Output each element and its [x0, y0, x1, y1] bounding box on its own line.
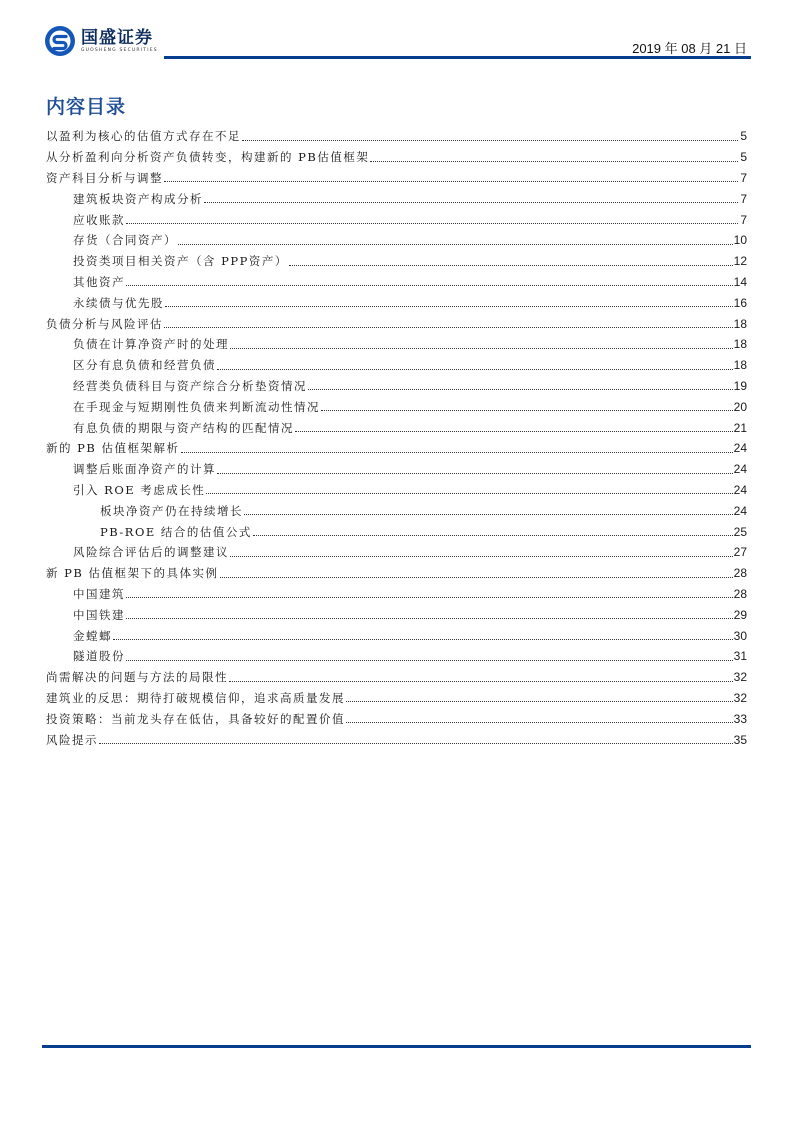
report-date: 2019 年 08 月 21 日	[632, 41, 747, 56]
guosheng-s-logo-icon	[44, 25, 76, 57]
toc-entry-label[interactable]: PB-ROE 结合的估值公式	[100, 524, 252, 539]
toc-dot-leader	[321, 410, 733, 411]
toc-entry[interactable]	[0, 729, 793, 750]
toc-entry-page-number[interactable]: 5	[740, 129, 747, 144]
toc-entry[interactable]	[0, 563, 793, 584]
toc-entry-page-number[interactable]: 18	[733, 337, 747, 352]
toc-dot-leader	[126, 285, 733, 286]
toc-dot-leader	[244, 514, 733, 515]
toc-entry-label[interactable]: 新的 PB 估值框架解析	[46, 441, 180, 456]
toc-entry-label[interactable]: 负债在计算净资产时的处理	[73, 337, 229, 352]
toc-entry-page-number[interactable]: 10	[733, 233, 747, 248]
toc-entry[interactable]	[0, 708, 793, 729]
logo-english-name: GUOSHENG SECURITIES	[81, 48, 158, 53]
toc-entry-page-number[interactable]: 31	[733, 649, 747, 664]
toc-entry[interactable]	[0, 584, 793, 605]
toc-entry-label[interactable]: 以盈利为核心的估值方式存在不足	[46, 129, 241, 144]
toc-entry-page-number[interactable]: 18	[733, 358, 747, 373]
toc-entry-page-number[interactable]: 24	[733, 482, 747, 497]
toc-entry[interactable]	[0, 209, 793, 230]
toc-entry-page-number[interactable]: 7	[740, 191, 747, 206]
toc-dot-leader	[229, 681, 733, 682]
company-logo	[44, 25, 158, 57]
toc-entry[interactable]	[0, 667, 793, 688]
toc-dot-leader	[308, 389, 733, 390]
toc-entry-page-number[interactable]: 7	[740, 212, 747, 227]
toc-entry-label[interactable]: 板块净资产仍在持续增长	[100, 503, 243, 518]
toc-entry[interactable]	[0, 625, 793, 646]
toc-dot-leader	[181, 452, 733, 453]
toc-entry[interactable]	[0, 480, 793, 501]
toc-entry-label[interactable]: 建筑业的反思：期待打破规模信仰，追求高质量发展	[46, 690, 345, 705]
toc-dot-leader	[230, 348, 733, 349]
toc-entry-page-number[interactable]: 5	[740, 150, 747, 165]
toc-entry-page-number[interactable]: 12	[733, 254, 747, 269]
toc-entry[interactable]	[0, 168, 793, 189]
toc-entry-label[interactable]: 有息负债的期限与资产结构的匹配情况	[73, 420, 294, 435]
toc-entry[interactable]	[0, 376, 793, 397]
toc-entry[interactable]	[0, 188, 793, 209]
footer-divider	[42, 1045, 751, 1048]
toc-entry-label[interactable]: 区分有息负债和经营负债	[73, 358, 216, 373]
toc-entry-page-number[interactable]: 33	[733, 711, 747, 726]
toc-entry[interactable]	[0, 355, 793, 376]
toc-entry-label[interactable]: 隧道股份	[73, 649, 125, 664]
toc-entry[interactable]	[0, 334, 793, 355]
toc-entry-page-number[interactable]: 35	[733, 732, 747, 747]
toc-entry-page-number[interactable]: 20	[733, 399, 747, 414]
toc-entry[interactable]	[0, 126, 793, 147]
toc-entry-label[interactable]: 引入 ROE 考虑成长性	[73, 482, 206, 497]
table-of-contents	[0, 126, 793, 750]
toc-entry-page-number[interactable]: 27	[733, 545, 747, 560]
toc-entry-page-number[interactable]: 28	[733, 566, 747, 581]
toc-entry[interactable]	[0, 646, 793, 667]
toc-entry-label[interactable]: 经营类负债科目与资产综合分析垫资情况	[73, 378, 307, 393]
toc-title: 内容目录	[46, 96, 127, 118]
toc-entry-label[interactable]: 调整后账面净资产的计算	[73, 462, 216, 477]
toc-dot-leader	[346, 701, 733, 702]
toc-dot-leader	[217, 473, 733, 474]
toc-entry-page-number[interactable]: 25	[733, 524, 747, 539]
toc-entry-label[interactable]: 永续债与优先股	[73, 295, 164, 310]
toc-dot-leader	[206, 493, 732, 494]
toc-entry-label[interactable]: 风险提示	[46, 732, 98, 747]
toc-entry-page-number[interactable]: 21	[733, 420, 747, 435]
toc-entry-label[interactable]: 中国铁建	[73, 607, 125, 622]
toc-entry-label[interactable]: 从分析盈利向分析资产负债转变，构建新的 PB估值框架	[46, 150, 370, 165]
logo-chinese-name: 国盛证券	[81, 28, 153, 48]
toc-entry-page-number[interactable]: 24	[733, 462, 747, 477]
toc-dot-leader	[295, 431, 733, 432]
toc-entry[interactable]	[0, 396, 793, 417]
toc-entry-page-number[interactable]: 16	[733, 295, 747, 310]
toc-entry-label[interactable]: 尚需解决的问题与方法的局限性	[46, 670, 228, 685]
toc-dot-leader	[230, 556, 733, 557]
toc-dot-leader	[253, 535, 733, 536]
toc-entry[interactable]	[0, 147, 793, 168]
toc-entry-label[interactable]: 资产科目分析与调整	[46, 170, 163, 185]
toc-entry-label[interactable]: 在手现金与短期刚性负债来判断流动性情况	[73, 399, 320, 414]
toc-dot-leader	[126, 618, 733, 619]
toc-entry-page-number[interactable]: 32	[733, 670, 747, 685]
toc-entry[interactable]	[0, 417, 793, 438]
toc-entry-page-number[interactable]: 30	[733, 628, 747, 643]
toc-entry[interactable]	[0, 438, 793, 459]
toc-entry[interactable]	[0, 542, 793, 563]
toc-entry-label[interactable]: 应收账款	[73, 212, 125, 227]
toc-entry-label[interactable]: 其他资产	[73, 274, 125, 289]
header-divider	[164, 56, 751, 59]
toc-entry-label[interactable]: 存货（合同资产）	[73, 233, 177, 248]
toc-entry-label[interactable]: 投资策略：当前龙头存在低估，具备较好的配置价值	[46, 711, 345, 726]
toc-entry-page-number[interactable]: 18	[733, 316, 747, 331]
toc-entry-page-number[interactable]: 24	[733, 441, 747, 456]
toc-entry-label[interactable]: 新 PB 估值框架下的具体实例	[46, 566, 219, 581]
toc-dot-leader	[220, 577, 733, 578]
toc-entry[interactable]	[0, 272, 793, 293]
toc-dot-leader	[126, 597, 733, 598]
toc-entry-page-number[interactable]: 28	[733, 586, 747, 601]
toc-entry-label[interactable]: 金螳螂	[73, 628, 112, 643]
toc-dot-leader	[242, 140, 738, 141]
toc-entry[interactable]	[0, 313, 793, 334]
toc-entry-label[interactable]: 投资类项目相关资产（含 PPP资产）	[73, 254, 288, 269]
toc-entry-page-number[interactable]: 7	[740, 170, 747, 185]
toc-entry[interactable]	[0, 230, 793, 251]
toc-dot-leader	[126, 660, 733, 661]
toc-dot-leader	[217, 369, 733, 370]
toc-entry-page-number[interactable]: 24	[733, 503, 747, 518]
toc-entry-page-number[interactable]: 32	[733, 690, 747, 705]
toc-entry[interactable]	[0, 521, 793, 542]
toc-entry-label[interactable]: 负债分析与风险评估	[46, 316, 163, 331]
toc-dot-leader	[126, 223, 738, 224]
toc-entry-label[interactable]: 中国建筑	[73, 586, 125, 601]
toc-dot-leader	[99, 743, 733, 744]
toc-entry[interactable]	[0, 459, 793, 480]
toc-dot-leader	[165, 306, 733, 307]
toc-dot-leader	[204, 202, 738, 203]
toc-entry-page-number[interactable]: 29	[733, 607, 747, 622]
toc-entry-label[interactable]: 风险综合评估后的调整建议	[73, 545, 229, 560]
toc-entry-label[interactable]: 建筑板块资产构成分析	[73, 191, 203, 206]
toc-entry[interactable]	[0, 688, 793, 709]
toc-dot-leader	[289, 265, 733, 266]
toc-dot-leader	[370, 161, 738, 162]
toc-dot-leader	[346, 722, 733, 723]
toc-entry[interactable]	[0, 292, 793, 313]
toc-dot-leader	[113, 639, 733, 640]
toc-entry-page-number[interactable]: 19	[733, 378, 747, 393]
toc-dot-leader	[178, 244, 733, 245]
toc-entry[interactable]	[0, 500, 793, 521]
toc-dot-leader	[164, 181, 738, 182]
toc-entry[interactable]	[0, 604, 793, 625]
toc-entry[interactable]	[0, 251, 793, 272]
toc-entry-page-number[interactable]: 14	[733, 274, 747, 289]
toc-dot-leader	[164, 327, 733, 328]
